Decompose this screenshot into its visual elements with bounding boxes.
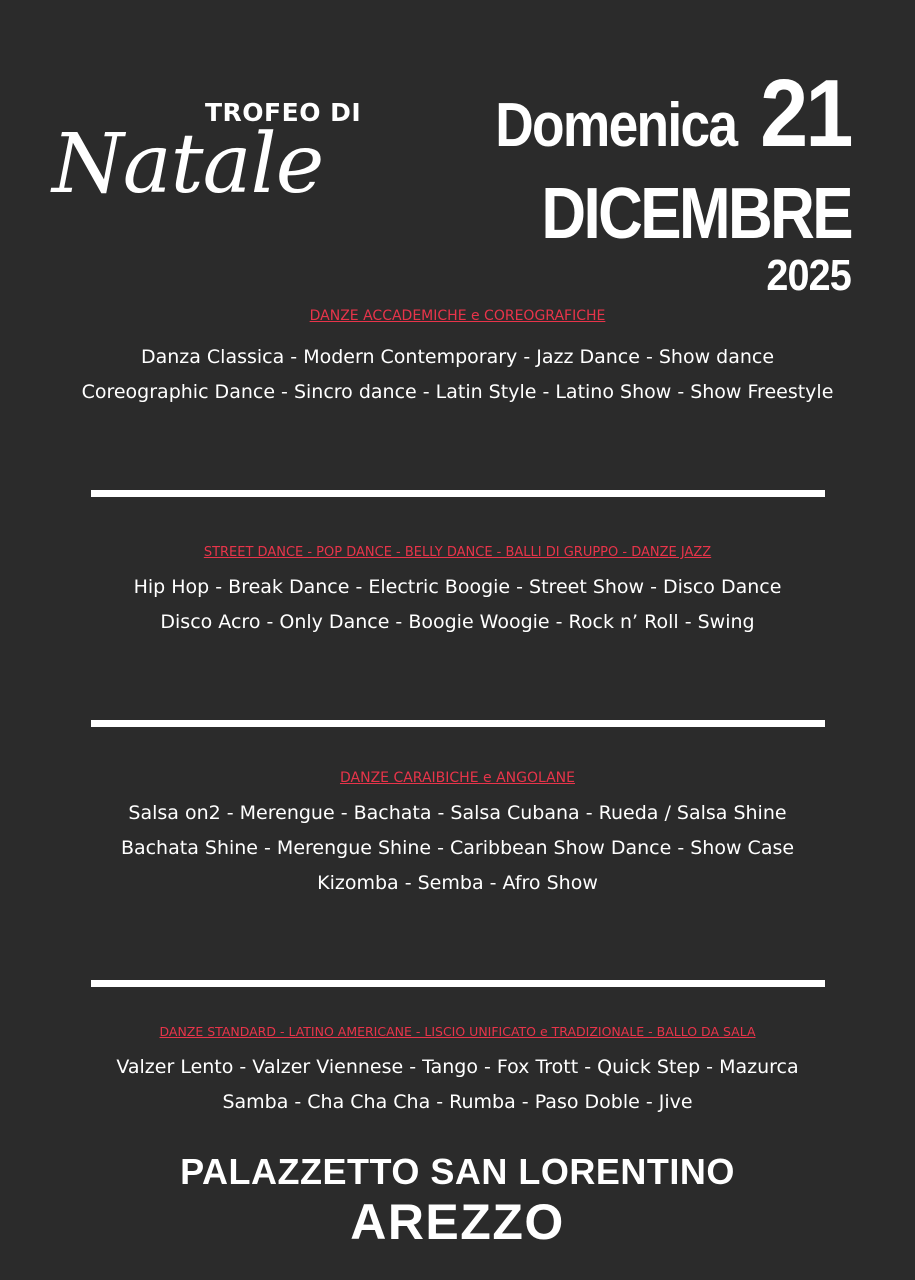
section-category-title: STREET DANCE - POP DANCE - BELLY DANCE - BALLI DI GRUPPO - DANZE JAZZ (203, 545, 712, 560)
section-accademiche (0, 306, 915, 410)
dance-list-line: Disco Acro - Only Dance - Boogie Woogie - Rock n’ Roll - Swing (160, 611, 755, 633)
dance-list-line: Hip Hop - Break Dance - Electric Boogie - Street Show - Disco Dance (133, 576, 782, 598)
dance-list-line: Valzer Lento - Valzer Viennese - Tango - Fox Trott - Quick Step - Mazurca (116, 1056, 799, 1078)
event-day-number: 21 (760, 60, 851, 167)
section-category-title: DANZE STANDARD - LATINO AMERICANE - LISCIO UNIFICATO e TRADIZIONALE - BALLO DA SALA (159, 1024, 756, 1039)
section-divider (91, 490, 825, 497)
dance-list-line: Bachata Shine - Merengue Shine - Caribbean Show Dance - Show Case (120, 837, 795, 859)
dance-list-line: Samba - Cha Cha Cha - Rumba - Paso Doble - Jive (222, 1091, 693, 1113)
section-divider (91, 720, 825, 727)
dance-list-line: Kizomba - Semba - Afro Show (317, 872, 598, 894)
event-month: DICEMBRE (541, 174, 851, 254)
event-date-weekday-day (391, 60, 851, 167)
dance-list-line: Coreographic Dance - Sincro dance - Latin Style - Latino Show - Show Freestyle (81, 381, 834, 403)
section-divider (91, 980, 825, 987)
natale-script-title: Natale (52, 117, 324, 212)
event-weekday: Domenica (495, 91, 737, 160)
event-year: 2025 (766, 251, 851, 300)
trofeo-di-label: TROFEO DI (205, 98, 362, 127)
venue-name: PALAZZETTO SAN LORENTINO (180, 1151, 735, 1192)
section-standard (0, 1022, 915, 1120)
section-caraibiche (0, 768, 915, 901)
section-category-title: DANZE ACCADEMICHE e COREOGRAFICHE (309, 308, 606, 324)
dance-list-line: Danza Classica - Modern Contemporary - Jazz Dance - Show dance (140, 346, 775, 368)
dance-list-line: Salsa on2 - Merengue - Bachata - Salsa Cubana - Rueda / Salsa Shine (128, 802, 787, 824)
section-street (0, 543, 915, 640)
section-category-title: DANZE CARAIBICHE e ANGOLANE (339, 770, 576, 786)
venue-city: AREZZO (350, 1194, 565, 1250)
